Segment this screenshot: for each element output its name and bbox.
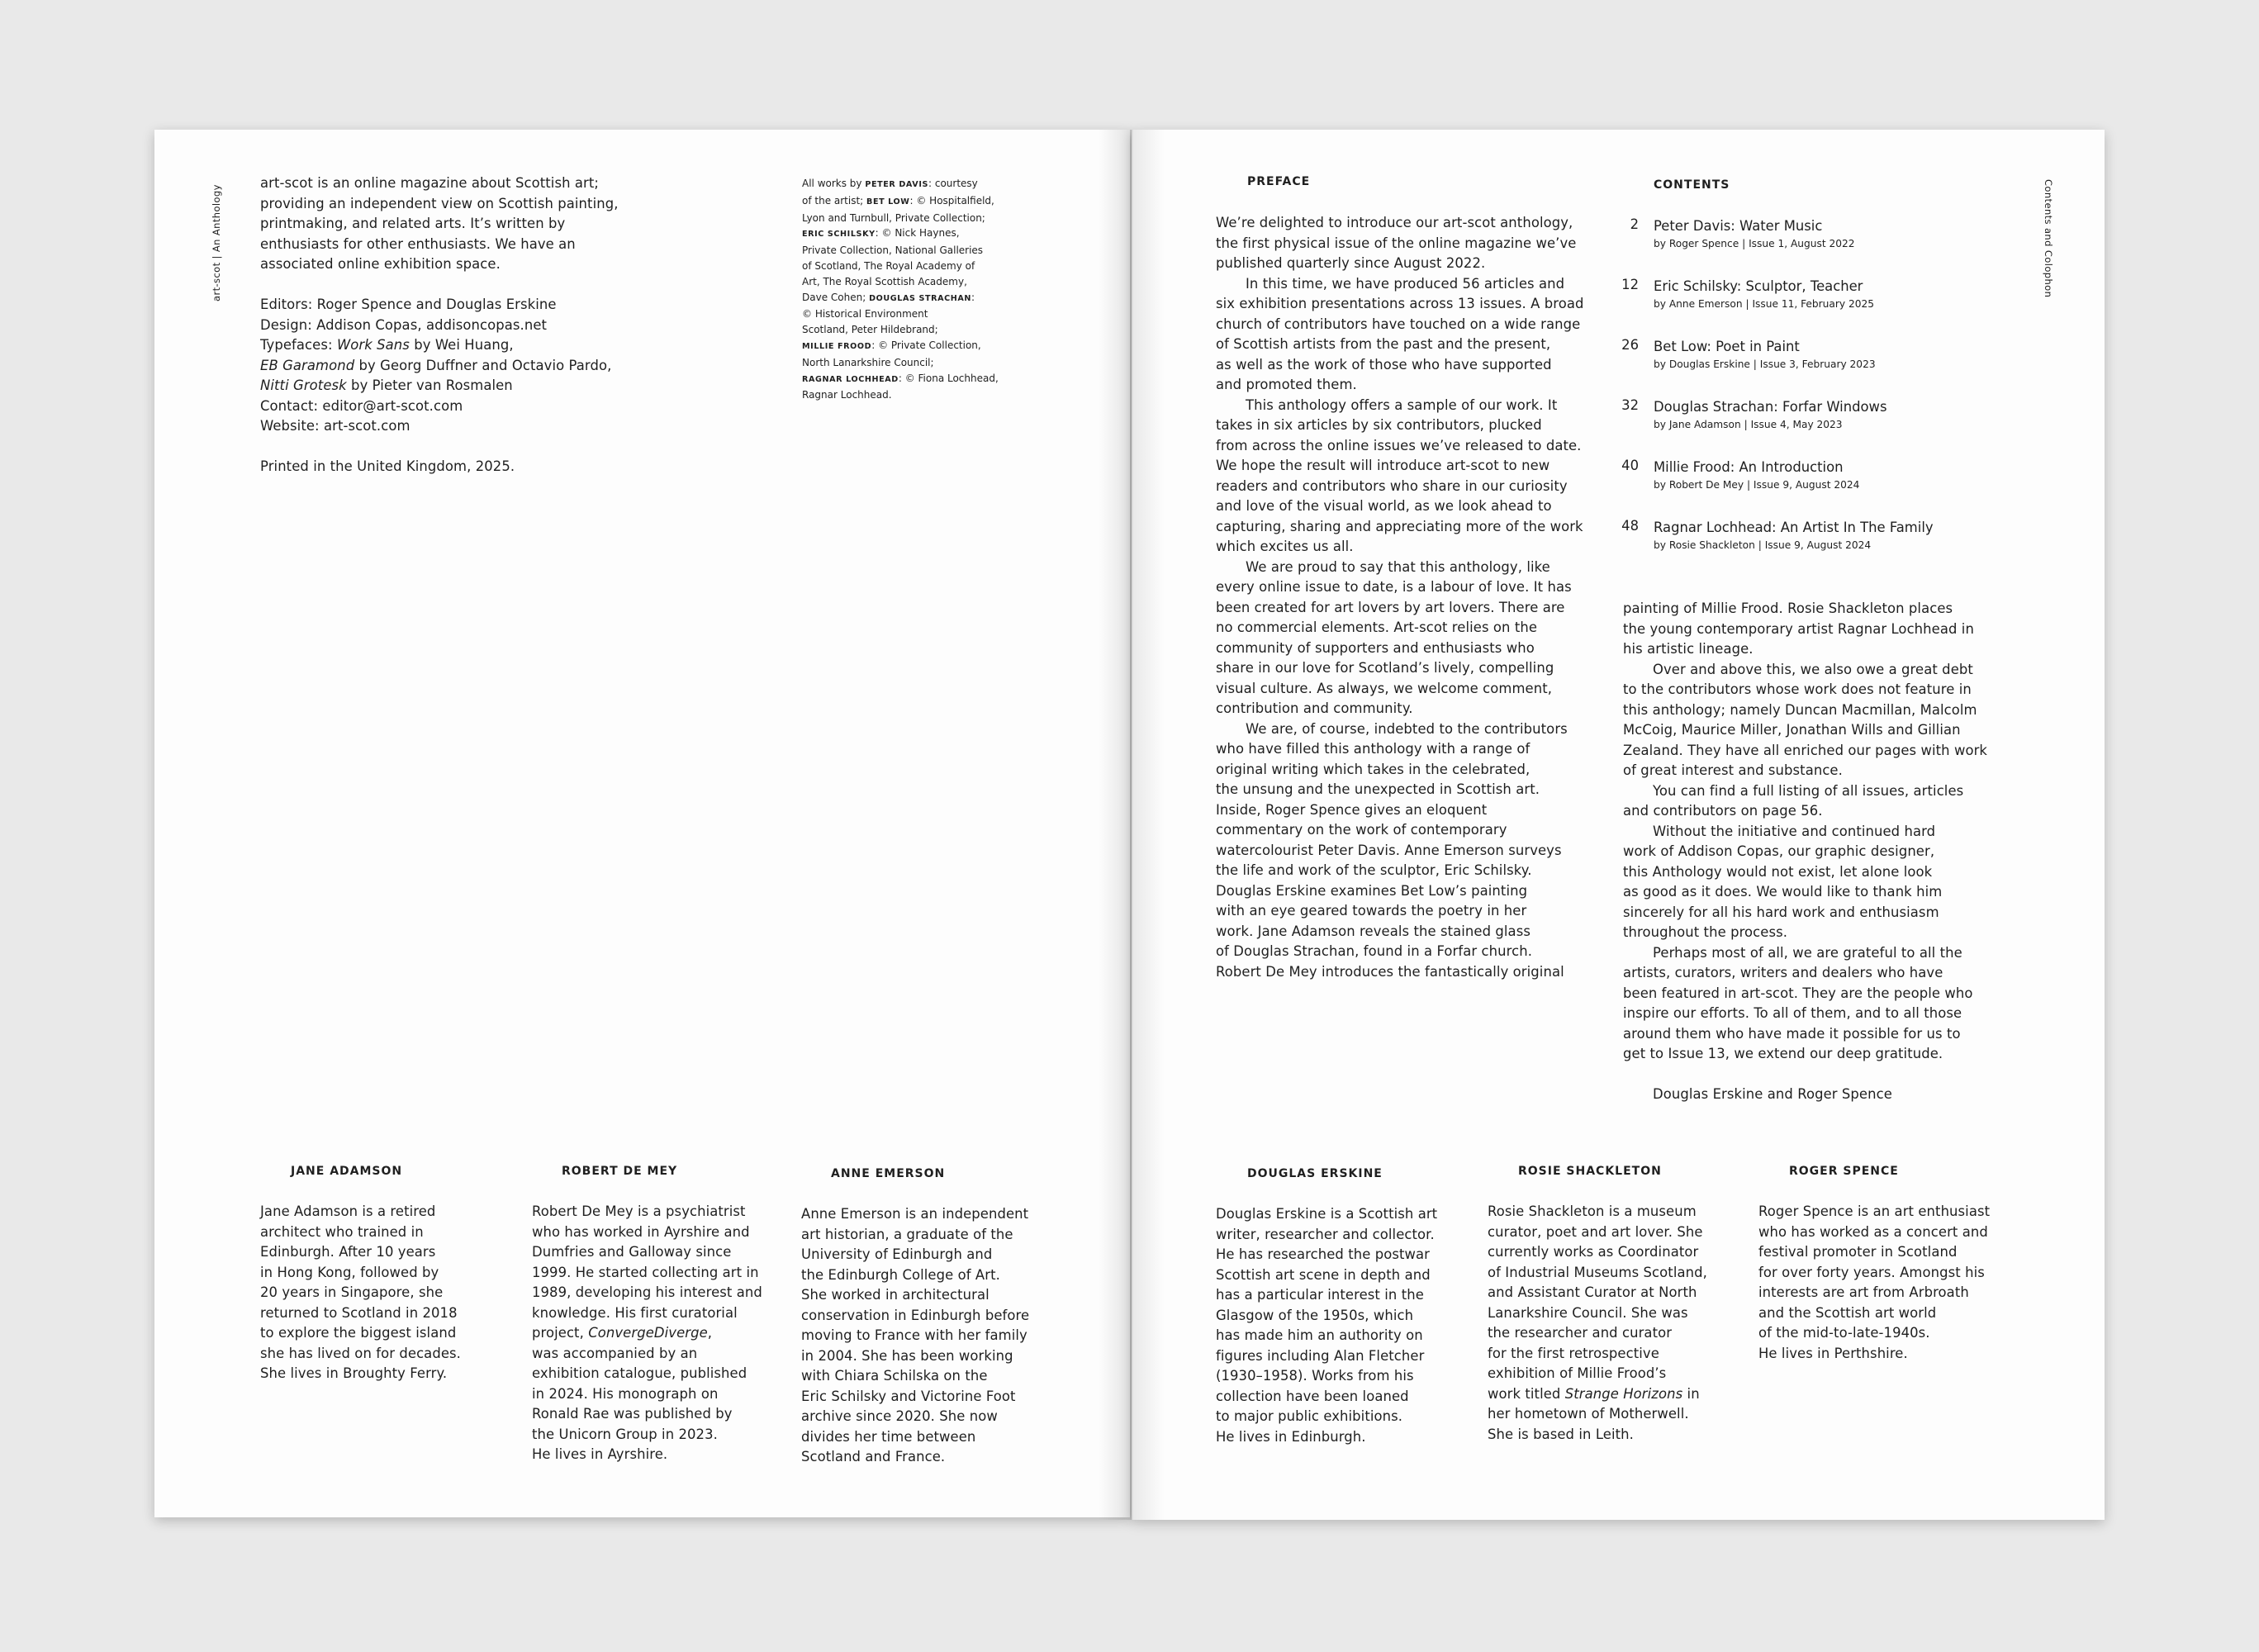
text-line: collection have been loaned bbox=[1216, 1388, 1409, 1404]
typeface-work-sans: Work Sans bbox=[336, 337, 410, 353]
contents-entry-byline: by Roger Spence | Issue 1, August 2022 bbox=[1654, 238, 1855, 249]
text-line: in 2024. His monograph on bbox=[532, 1385, 719, 1402]
contents-entry-byline: by Robert De Mey | Issue 9, August 2024 bbox=[1654, 479, 1860, 491]
preface-column-1 bbox=[1216, 213, 1604, 982]
text-line: associated online exhibition space. bbox=[260, 256, 501, 272]
credit-text: : © Private Collection, bbox=[871, 339, 981, 351]
text-line: writer, researcher and collector. bbox=[1216, 1226, 1435, 1242]
contents-page-number: 2 bbox=[1630, 216, 1639, 232]
text-line: painting of Millie Frood. Rosie Shackleton places bbox=[1623, 601, 1953, 616]
right-side-label: Contents and Colophon bbox=[2043, 179, 2054, 298]
text-line: Scottish art scene in depth and bbox=[1216, 1266, 1431, 1283]
bio-anne-emerson bbox=[801, 1204, 1065, 1468]
text-line: Perhaps most of all, we are grateful to all the bbox=[1653, 944, 1962, 961]
text-line: visual culture. As always, we welcome comment, bbox=[1216, 680, 1553, 696]
text-line: Robert De Mey introduces the fantastically original bbox=[1216, 963, 1564, 980]
contents-entry[interactable] bbox=[1654, 518, 1934, 553]
typeface-work-sans-by: by Wei Huang, bbox=[409, 337, 514, 353]
credit-line: Ragnar Lochhead. bbox=[802, 389, 892, 401]
credit-text: : bbox=[971, 291, 975, 303]
text-line: Roger Spence is an art enthusiast bbox=[1758, 1203, 1991, 1219]
contents-entry-title: Bet Low: Poet in Paint bbox=[1654, 339, 1800, 354]
text-line: to the contributors whose work does not feature in bbox=[1623, 681, 1972, 697]
text-line: We hope the result will introduce art-scot to new bbox=[1216, 458, 1550, 473]
text-line: for over forty years. Amongst his bbox=[1758, 1264, 1985, 1280]
text-line: We’re delighted to introduce our art-scot anthology, bbox=[1216, 215, 1573, 230]
preface-column-2 bbox=[1623, 599, 2011, 1105]
text-line: returned to Scotland in 2018 bbox=[260, 1304, 458, 1321]
text-line: the Unicorn Group in 2023. bbox=[532, 1426, 718, 1442]
contents-entry-byline: by Anne Emerson | Issue 11, February 2025 bbox=[1654, 298, 1874, 310]
printed-line: Printed in the United Kingdom, 2025. bbox=[260, 458, 515, 474]
design-line: Design: Addison Copas, addisoncopas.net bbox=[260, 316, 548, 333]
text-line: (1930–1958). Works from his bbox=[1216, 1368, 1414, 1384]
work-prefix: work titled bbox=[1488, 1385, 1565, 1402]
bio-robert-project-line bbox=[532, 1323, 780, 1344]
text-line: his artistic lineage. bbox=[1623, 641, 1754, 657]
editors-line: Editors: Roger Spence and Douglas Erskine bbox=[260, 297, 557, 312]
contents-entry[interactable] bbox=[1654, 216, 1855, 251]
text-line: Eric Schilsky and Victorine Foot bbox=[801, 1388, 1016, 1404]
text-line: the unsung and the unexpected in Scottish art. bbox=[1216, 781, 1540, 797]
text-line: exhibition of Millie Frood’s bbox=[1488, 1365, 1667, 1381]
text-line: readers and contributors who share in our curiosity bbox=[1216, 477, 1568, 494]
contents-heading: CONTENTS bbox=[1654, 178, 1730, 192]
text-line: contribution and community. bbox=[1216, 700, 1413, 716]
credit-line bbox=[802, 193, 1017, 211]
work-suffix: in bbox=[1682, 1385, 1700, 1402]
text-line: You can find a full listing of all issues, articles bbox=[1653, 782, 1964, 799]
text-line: curator, poet and art lover. She bbox=[1488, 1223, 1703, 1240]
text-line: has made him an authority on bbox=[1216, 1327, 1423, 1343]
bio-heading-jane-adamson: JANE ADAMSON bbox=[291, 1165, 403, 1178]
bio-robert-lines-b bbox=[532, 1344, 780, 1465]
bio-jane-adamson bbox=[260, 1202, 500, 1384]
credit-text: of the artist; bbox=[802, 194, 867, 206]
text-line: She worked in architectural bbox=[801, 1287, 989, 1303]
text-line: as good as it does. We would like to thank him bbox=[1623, 884, 1943, 900]
text-line: He lives in Perthshire. bbox=[1758, 1345, 1908, 1361]
credit-line: North Lanarkshire Council; bbox=[802, 356, 934, 368]
text-line: providing an independent view on Scottish painting, bbox=[260, 195, 619, 211]
text-line: of Scottish artists from the past and the present, bbox=[1216, 336, 1551, 352]
text-line: been featured in art-scot. They are the people who bbox=[1623, 985, 1973, 1001]
credit-text: : © Hospitalfield, bbox=[909, 194, 994, 206]
text-line: every online issue to date, is a labour of love. It has bbox=[1216, 579, 1572, 595]
text-line: who have filled this anthology with a range of bbox=[1216, 741, 1531, 757]
text-line: Robert De Mey is a psychiatrist bbox=[532, 1203, 746, 1219]
text-line: community of supporters and enthusiasts who bbox=[1216, 639, 1535, 656]
bio-rosie-lines-b bbox=[1488, 1404, 1744, 1445]
contents-entry-byline: by Jane Adamson | Issue 4, May 2023 bbox=[1654, 419, 1843, 430]
text-line: of the mid-to-late-1940s. bbox=[1758, 1325, 1930, 1341]
typeface-nitti-grotesk: Nitti Grotesk bbox=[260, 377, 347, 393]
contents-page-number: 40 bbox=[1621, 458, 1639, 473]
text-line: conservation in Edinburgh before bbox=[801, 1307, 1030, 1323]
credit-artist-eric-schilsky: ERIC SCHILSKY bbox=[802, 230, 876, 240]
text-line: work of Addison Copas, our graphic designer, bbox=[1623, 843, 1935, 859]
text-line: Edinburgh. After 10 years bbox=[260, 1244, 436, 1260]
text-line: she has lived on for decades. bbox=[260, 1345, 461, 1361]
text-line: of great interest and substance. bbox=[1623, 762, 1843, 778]
credit-text: : courtesy bbox=[928, 178, 978, 189]
contents-entry-title: Douglas Strachan: Forfar Windows bbox=[1654, 399, 1887, 415]
bio-heading-douglas-erskine: DOUGLAS ERSKINE bbox=[1247, 1167, 1383, 1180]
credit-line bbox=[802, 338, 1017, 355]
typeface-eb-garamond: EB Garamond bbox=[260, 357, 355, 373]
credit-line bbox=[802, 371, 1017, 388]
text-line: share in our love for Scotland’s lively, compelling bbox=[1216, 660, 1554, 676]
contents-page-number: 12 bbox=[1621, 277, 1639, 292]
text-line: Douglas Erskine examines Bet Low’s painting bbox=[1216, 882, 1528, 899]
credit-line: Scotland, Peter Hildebrand; bbox=[802, 324, 938, 336]
work-title: Strange Horizons bbox=[1564, 1385, 1683, 1402]
text-line: McCoig, Maurice Miller, Jonathan Wills and Gillian bbox=[1623, 722, 1961, 738]
contact-line: Contact: editor@art-scot.com bbox=[260, 397, 463, 414]
text-line: enthusiasts for other enthusiasts. We have an bbox=[260, 235, 576, 252]
text-line: with Chiara Schilska on the bbox=[801, 1368, 988, 1384]
credit-line: Art, The Royal Scottish Academy, bbox=[802, 275, 967, 287]
typeface-garamond-by: by Georg Duffner and Octavio Pardo, bbox=[354, 357, 612, 373]
bio-roger-spence bbox=[1758, 1202, 2023, 1364]
text-line: the life and work of the sculptor, Eric Schilsky. bbox=[1216, 862, 1532, 878]
website-line: Website: art-scot.com bbox=[260, 418, 411, 434]
text-line: interests are art from Arbroath bbox=[1758, 1284, 1969, 1300]
text-line: In this time, we have produced 56 articles and bbox=[1246, 275, 1565, 292]
preface-column-2-lines bbox=[1623, 599, 2011, 1065]
text-line: and the Scottish art world bbox=[1758, 1304, 1937, 1321]
text-line: this anthology; namely Duncan Macmillan, Malcolm bbox=[1623, 701, 1977, 718]
contents-entry[interactable] bbox=[1654, 458, 1859, 492]
credit-artist-millie-frood: MILLIE FROOD bbox=[802, 341, 872, 351]
text-line: and promoted them. bbox=[1216, 377, 1357, 392]
text-line: Rosie Shackleton is a museum bbox=[1488, 1203, 1697, 1219]
text-line: 20 years in Singapore, she bbox=[260, 1284, 444, 1300]
text-line: currently works as Coordinator bbox=[1488, 1244, 1699, 1260]
text-line: who has worked in Ayrshire and bbox=[532, 1223, 750, 1240]
text-line: commentary on the work of contemporary bbox=[1216, 822, 1507, 838]
contents-entry-title: Millie Frood: An Introduction bbox=[1654, 459, 1844, 475]
text-line: 1999. He started collecting art in bbox=[532, 1264, 759, 1280]
bio-heading-roger-spence: ROGER SPENCE bbox=[1789, 1165, 1899, 1178]
contents-entry[interactable] bbox=[1654, 337, 1876, 372]
text-line: for the first retrospective bbox=[1488, 1345, 1659, 1361]
bio-heading-rosie-shackleton: ROSIE SHACKLETON bbox=[1518, 1165, 1662, 1178]
project-prefix: project, bbox=[532, 1325, 589, 1341]
text-line: sincerely for all his hard work and enthusiasm bbox=[1623, 904, 1939, 920]
credit-text: All works by bbox=[802, 178, 866, 189]
typefaces-prefix: Typefaces: bbox=[260, 337, 337, 353]
typeface-nitti-line bbox=[260, 376, 673, 396]
text-line: divides her time between bbox=[801, 1428, 976, 1445]
text-line: He lives in Edinburgh. bbox=[1216, 1428, 1366, 1445]
text-line: She is based in Leith. bbox=[1488, 1426, 1634, 1442]
text-line: her hometown of Motherwell. bbox=[1488, 1406, 1689, 1422]
text-line: as well as the work of those who have supported bbox=[1216, 356, 1552, 373]
contents-page-number: 48 bbox=[1621, 518, 1639, 534]
bio-rosie-lines-a bbox=[1488, 1202, 1744, 1384]
credit-line: Lyon and Turnbull, Private Collection; bbox=[802, 211, 985, 224]
text-line: art historian, a graduate of the bbox=[801, 1226, 1013, 1242]
text-line: Without the initiative and continued hard bbox=[1653, 823, 1936, 839]
text-line: who has worked as a concert and bbox=[1758, 1223, 1988, 1240]
text-line: Dumfries and Galloway since bbox=[532, 1244, 732, 1260]
text-line: the Edinburgh College of Art. bbox=[801, 1266, 1000, 1283]
text-line: Jane Adamson is a retired bbox=[260, 1203, 436, 1219]
text-line: Douglas Erskine is a Scottish art bbox=[1216, 1206, 1438, 1222]
text-line: capturing, sharing and appreciating more of the work bbox=[1216, 518, 1583, 534]
contents-entry[interactable] bbox=[1654, 277, 1874, 311]
text-line: of Industrial Museums Scotland, bbox=[1488, 1264, 1707, 1280]
credit-artist-peter-davis: PETER DAVIS bbox=[865, 180, 928, 189]
text-line: from across the online issues we’ve released to date. bbox=[1216, 437, 1582, 453]
text-line: Scotland and France. bbox=[801, 1449, 946, 1464]
text-line: of Douglas Strachan, found in a Forfar church. bbox=[1216, 943, 1533, 959]
text-line: moving to France with her family bbox=[801, 1327, 1027, 1343]
text-line: 1989, developing his interest and bbox=[532, 1284, 762, 1300]
text-line: and contributors on page 56. bbox=[1623, 803, 1823, 819]
typefaces-line bbox=[260, 335, 673, 356]
text-line: the first physical issue of the online magazine we’ve bbox=[1216, 235, 1577, 251]
credit-line: Private Collection, National Galleries bbox=[802, 244, 984, 257]
text-line: six exhibition presentations across 13 issues. A broad bbox=[1216, 296, 1584, 311]
text-line: architect who trained in bbox=[260, 1223, 424, 1240]
text-line: festival promoter in Scotland bbox=[1758, 1244, 1958, 1260]
text-line: archive since 2020. She now bbox=[801, 1408, 998, 1424]
text-line: He lives in Ayrshire. bbox=[532, 1446, 668, 1462]
text-line: watercolourist Peter Davis. Anne Emerson surveys bbox=[1216, 842, 1562, 858]
text-line: no commercial elements. Art-scot relies on the bbox=[1216, 620, 1538, 635]
text-line: printmaking, and related arts. It’s written by bbox=[260, 216, 566, 231]
text-line: We are proud to say that this anthology, like bbox=[1246, 558, 1550, 575]
text-line: and love of the visual world, as we look ahead to bbox=[1216, 498, 1552, 514]
text-line: which excites us all. bbox=[1216, 539, 1354, 554]
text-line: knowledge. His first curatorial bbox=[532, 1304, 738, 1321]
text-line: to major public exhibitions. bbox=[1216, 1408, 1403, 1424]
contents-page-number: 32 bbox=[1621, 397, 1639, 413]
credit-text: Dave Cohen; bbox=[802, 291, 870, 303]
text-line: was accompanied by an bbox=[532, 1345, 698, 1361]
text-line: been created for art lovers by art lovers. There are bbox=[1216, 599, 1565, 615]
text-line: exhibition catalogue, published bbox=[532, 1365, 747, 1381]
credit-line bbox=[802, 290, 1017, 307]
text-line: in Hong Kong, followed by bbox=[260, 1264, 439, 1280]
contents-entry-title: Eric Schilsky: Sculptor, Teacher bbox=[1654, 278, 1863, 294]
text-line: and Assistant Curator at North bbox=[1488, 1284, 1697, 1300]
credit-line: of Scotland, The Royal Academy of bbox=[802, 259, 975, 272]
credit-line: © Historical Environment bbox=[802, 308, 928, 320]
credit-line bbox=[802, 225, 1017, 243]
text-line: Glasgow of the 1950s, which bbox=[1216, 1307, 1414, 1323]
credit-artist-bet-low: BET LOW bbox=[866, 197, 910, 206]
text-line: this Anthology would not exist, let alone look bbox=[1623, 863, 1933, 880]
project-title: ConvergeDiverge bbox=[588, 1325, 708, 1341]
text-line: with an eye geared towards the poetry in her bbox=[1216, 903, 1527, 919]
text-line: original writing which takes in the celebrated, bbox=[1216, 761, 1531, 777]
text-line: to explore the biggest island bbox=[260, 1325, 457, 1341]
bio-heading-robert-de-mey: ROBERT DE MEY bbox=[562, 1165, 678, 1178]
contents-entry[interactable] bbox=[1654, 397, 1887, 432]
text-line: get to Issue 13, we extend our deep gratitude. bbox=[1623, 1046, 1943, 1061]
text-line: Zealand. They have all enriched our pages with work bbox=[1623, 742, 1988, 758]
contents-entry-title: Peter Davis: Water Music bbox=[1654, 218, 1823, 234]
text-line: the young contemporary artist Ragnar Lochhead in bbox=[1623, 620, 1974, 637]
text-line: University of Edinburgh and bbox=[801, 1246, 993, 1262]
text-line: around them who have made it possible for us to bbox=[1623, 1025, 1961, 1042]
text-line: church of contributors have touched on a wide range bbox=[1216, 316, 1581, 332]
contents-entry-byline: by Douglas Erskine | Issue 3, February 2023 bbox=[1654, 358, 1876, 370]
text-line: in 2004. She has been working bbox=[801, 1347, 1013, 1364]
text-line: figures including Alan Fletcher bbox=[1216, 1347, 1425, 1364]
credit-artist-douglas-strachan: DOUGLAS STRACHAN bbox=[869, 293, 972, 303]
credit-text: : © Fiona Lochhead, bbox=[898, 372, 999, 384]
contents-page-number: 26 bbox=[1621, 337, 1639, 353]
bio-robert-de-mey bbox=[532, 1202, 780, 1465]
project-suffix: , bbox=[707, 1325, 713, 1341]
colophon bbox=[260, 173, 673, 477]
signoff: Douglas Erskine and Roger Spence bbox=[1653, 1086, 1892, 1102]
text-line: She lives in Broughty Ferry. bbox=[260, 1365, 448, 1381]
credit-line bbox=[802, 176, 1017, 193]
intro-paragraph bbox=[260, 173, 673, 275]
credit-text: : © Nick Haynes, bbox=[875, 227, 960, 240]
text-line: the researcher and curator bbox=[1488, 1325, 1673, 1341]
text-line: work. Jane Adamson reveals the stained glass bbox=[1216, 923, 1531, 939]
typeface-nitti-by: by Pieter van Rosmalen bbox=[346, 377, 513, 393]
text-line: Over and above this, we also owe a great debt bbox=[1653, 661, 1973, 677]
text-line: Inside, Roger Spence gives an eloquent bbox=[1216, 801, 1488, 818]
text-line: Ronald Rae was published by bbox=[532, 1406, 733, 1422]
bio-rosie-work-line bbox=[1488, 1384, 1744, 1405]
text-line: We are, of course, indebted to the contributors bbox=[1246, 720, 1568, 737]
text-line: He has researched the postwar bbox=[1216, 1246, 1431, 1262]
credit-artist-ragnar-lochhead: RAGNAR LOCHHEAD bbox=[802, 374, 899, 384]
text-line: throughout the process. bbox=[1623, 924, 1788, 940]
contents-entry-byline: by Rosie Shackleton | Issue 9, August 2024 bbox=[1654, 539, 1872, 551]
bio-douglas-erskine bbox=[1216, 1204, 1464, 1447]
typeface-garamond-line bbox=[260, 356, 673, 377]
bio-heading-anne-emerson: ANNE EMERSON bbox=[831, 1167, 946, 1180]
text-line: artists, curators, writers and dealers who have bbox=[1623, 965, 1943, 980]
preface-heading: PREFACE bbox=[1247, 175, 1311, 188]
contents-entry-title: Ragnar Lochhead: An Artist In The Family bbox=[1654, 520, 1934, 535]
text-line: has a particular interest in the bbox=[1216, 1287, 1424, 1303]
text-line: Anne Emerson is an independent bbox=[801, 1206, 1029, 1222]
bio-rosie-shackleton bbox=[1488, 1202, 1744, 1445]
text-line: published quarterly since August 2022. bbox=[1216, 255, 1486, 271]
text-line: This anthology offers a sample of our work. It bbox=[1246, 396, 1558, 413]
text-line: Lanarkshire Council. She was bbox=[1488, 1304, 1688, 1321]
text-line: art-scot is an online magazine about Scottish art; bbox=[260, 175, 600, 191]
bio-robert-lines-a bbox=[532, 1202, 780, 1323]
left-side-label: art-scot | An Anthology bbox=[211, 184, 222, 301]
image-credits bbox=[802, 176, 1017, 403]
text-line: takes in six articles by six contributors, plucked bbox=[1216, 417, 1542, 433]
text-line: inspire our efforts. To all of them, and to all those bbox=[1623, 1005, 1962, 1021]
